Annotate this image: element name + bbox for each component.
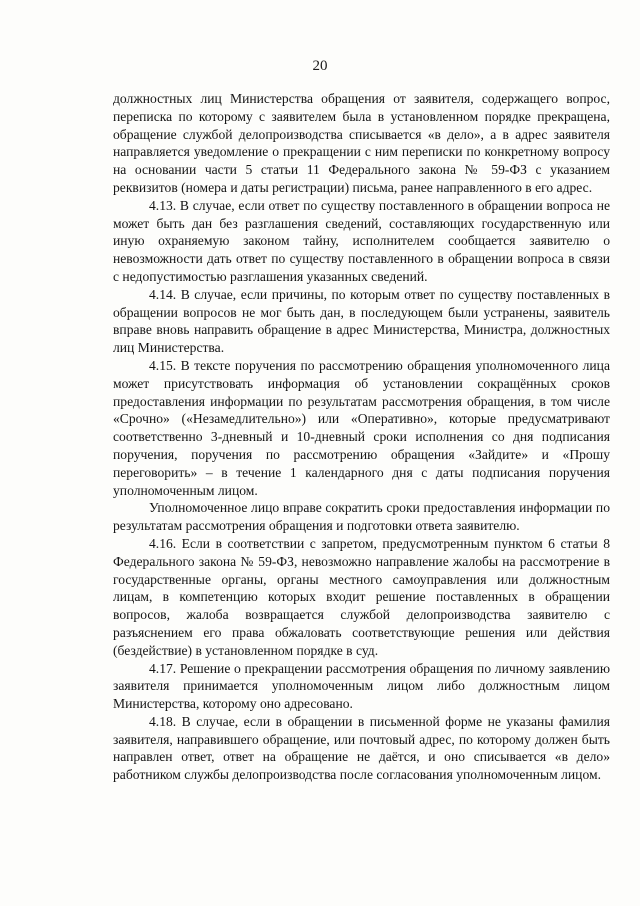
- paragraph-4-15: 4.15. В тексте поручения по рассмотрению обращения уполномоченного лица может присутствовать информация об установлении сокращённых сроков предоставления информации по результатам рассмотрения обращения, в том числе «Срочно» («Незамедлительно») или «Оперативно», которые предусматривают соответственно 3-дневный и 10-дневный сроки исполнения со дня подписания поручения, поручения по рассмотрению обращения «Зайдите» и «Прошу переговорить» – в течение 1 календарного дня с даты подписания поручения уполномоченным лицом.: [113, 357, 610, 498]
- paragraph-4-15-continued: Уполномоченное лицо вправе сократить сроки предоставления информации по результатам рассмотрения обращения и подготовки ответа заявителю.: [113, 500, 610, 534]
- document-body: [113, 90, 610, 784]
- paragraph-4-14: 4.14. В случае, если причины, по которым ответ по существу поставленных в обращении вопросов не мог быть дан, в последующем были устранены, заявитель вправе вновь направить обращение в адрес Министерства, Министра, должностных лиц Министерства.: [113, 286, 610, 356]
- paragraph-4-13: 4.13. В случае, если ответ по существу поставленного в обращении вопроса не может быть дан без разглашения сведений, составляющих государственную или иную охраняемую законом тайну, исполнителем сообщается заявителю о невозможности дать ответ по существу поставленного в обращении вопроса в связи с недопустимостью разглашения указанных сведений.: [113, 197, 610, 284]
- page-number: 20: [312, 58, 328, 74]
- paragraph-4-17: 4.17. Решение о прекращении рассмотрения обращения по личному заявлению заявителя принимается уполномоченным лицом либо должностным лицом Министерства, которому оно адресовано.: [113, 660, 610, 712]
- paragraph-continuation: должностных лиц Министерства обращения от заявителя, содержащего вопрос, переписка по которому с заявителем была в установленном порядке прекращена, обращение службой делопроизводства списывается «в дело», а в адрес заявителя направляется уведомление о прекращении с ним переписки по конкретному вопросу на основании части 5 статьи 11 Федерального закона № 59-ФЗ с указанием реквизитов (номера и даты регистрации) письма, ранее направленного в его адрес.: [113, 91, 610, 195]
- paragraph-4-18: 4.18. В случае, если в обращении в письменной форме не указаны фамилия заявителя, направившего обращение, или почтовый адрес, по которому должен быть направлен ответ, ответ на обращение не даётся, и оно списывается «в дело» работником службы делопроизводства после согласования уполномоченным лицом.: [113, 713, 610, 783]
- paragraph-4-16: 4.16. Если в соответствии с запретом, предусмотренным пунктом 6 статьи 8 Федерального закона № 59-ФЗ, невозможно направление жалобы на рассмотрение в государственные органы, органы местного самоуправления или должностным лицам, в компетенцию которых входит решение поставленных в обращении вопросов, жалоба возвращается службой делопроизводства заявителю с разъяснением его права обжаловать соответствующие решения или действия (бездействие) в установленном порядке в суд.: [113, 535, 610, 658]
